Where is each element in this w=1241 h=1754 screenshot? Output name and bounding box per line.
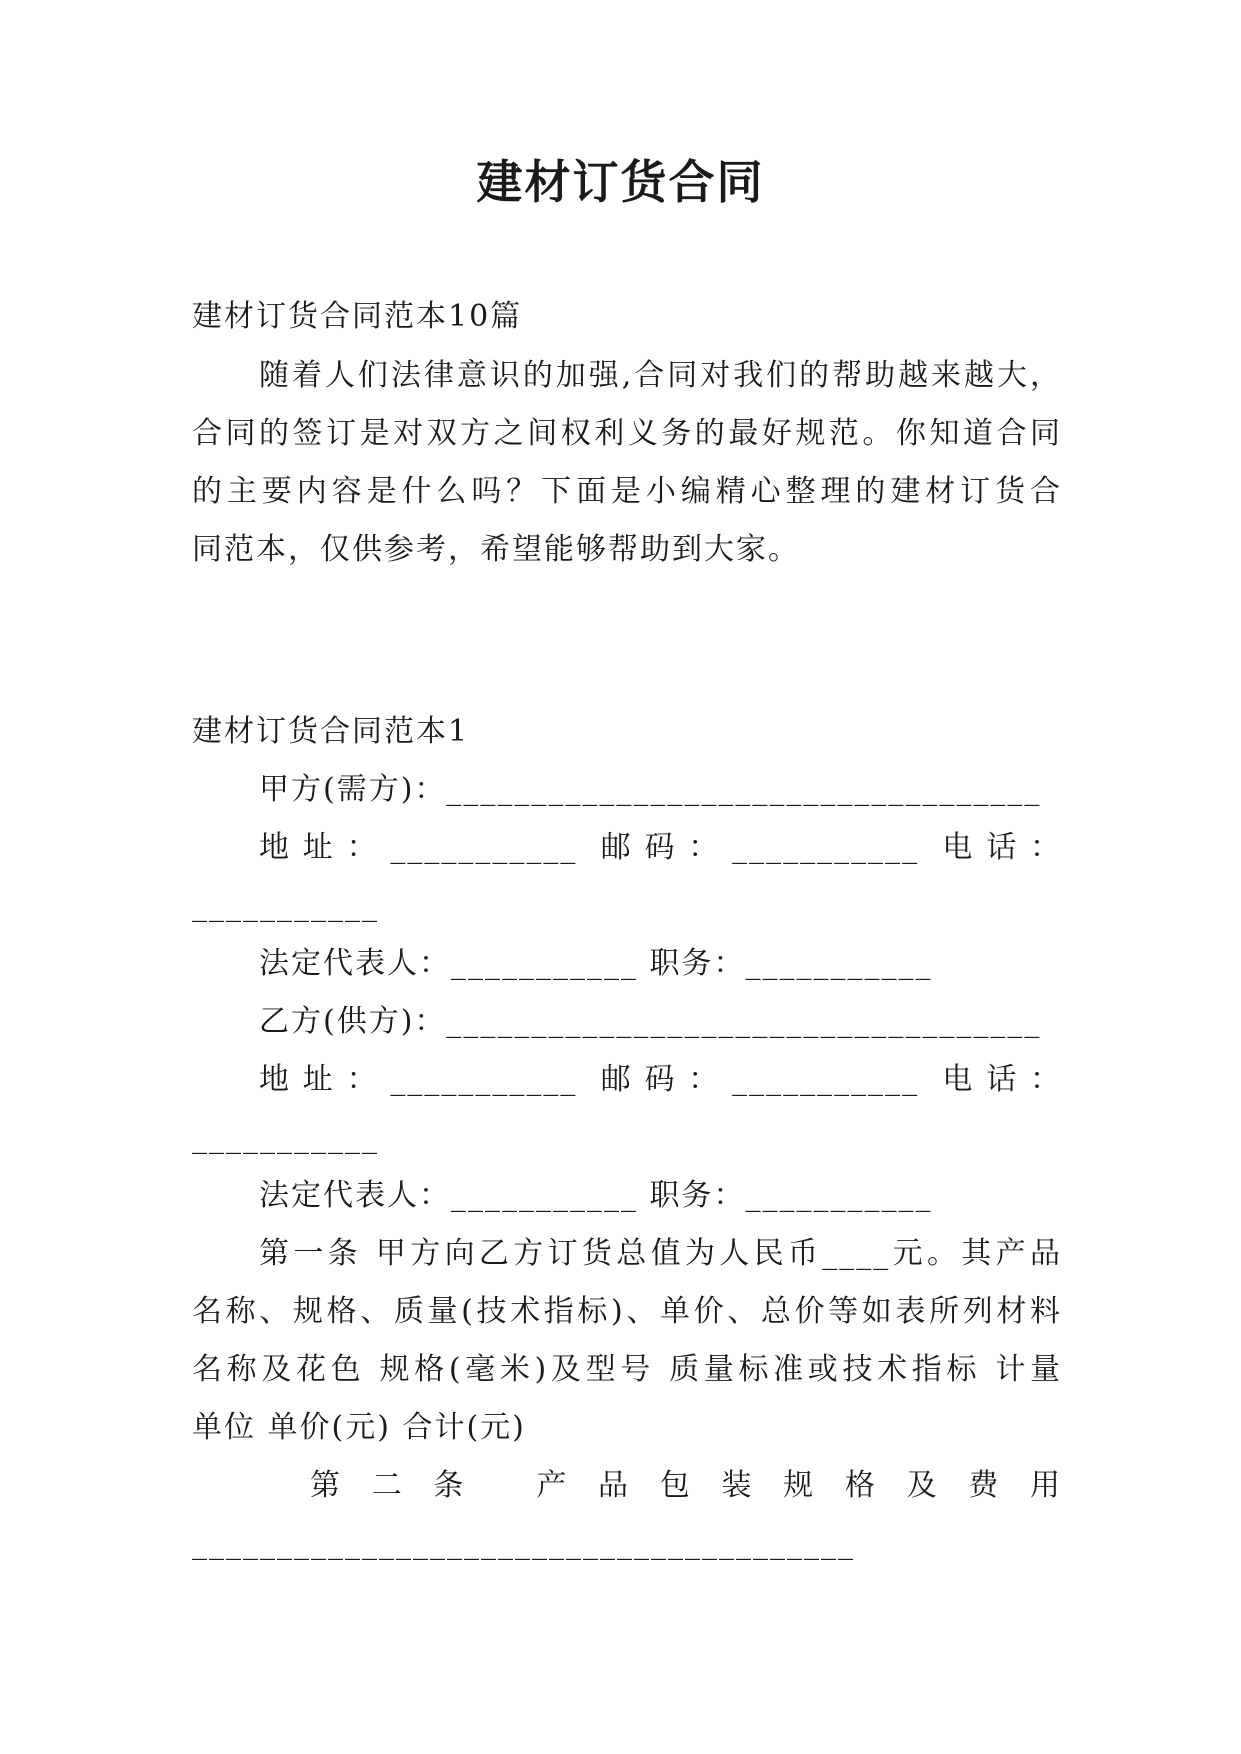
party-a-line: 甲方(需方)：___________________________________ (259, 772, 1042, 807)
article1-line-4: 单位 单价(元) 合计(元) (192, 1410, 526, 1445)
party-b-line: 乙方(供方)：___________________________________ (259, 1004, 1042, 1039)
party-b-contact: 地址：___________ 邮码：___________ 电话： (259, 1062, 1062, 1097)
section-heading: 建材订货合同范本1 (192, 714, 470, 749)
article1-line-2: 名称、规格、质量(技术指标)、单价、总价等如表所列材料 (192, 1294, 1062, 1329)
party-b-contact-cont: ___________ (192, 1120, 379, 1155)
article2-cont: _______________________________________ (192, 1526, 855, 1561)
intro-line-3: 的主要内容是什么吗？下面是小编精心整理的建材订货合 (192, 474, 1062, 509)
party-a-contact-cont: ___________ (192, 888, 379, 923)
intro-line-1: 随着人们法律意识的加强,合同对我们的帮助越来越大， (259, 358, 1062, 393)
intro-line-2: 合同的签订是对双方之间权利义务的最好规范。你知道合同 (192, 416, 1062, 451)
article1-line-3: 名称及花色 规格(毫米)及型号 质量标准或技术指标 计量 (192, 1352, 1062, 1387)
article2-heading: 第二条 产品包装规格及费用 (310, 1468, 1062, 1503)
document-subtitle: 建材订货合同范本10篇 (192, 299, 523, 334)
party-b-rep: 法定代表人：___________ 职务：___________ (259, 1178, 933, 1213)
party-a-rep: 法定代表人：___________ 职务：___________ (259, 946, 933, 981)
intro-line-4: 同范本，仅供参考，希望能够帮助到大家。 (192, 532, 800, 567)
party-a-contact: 地址：___________ 邮码：___________ 电话： (259, 830, 1062, 865)
article1-line-1: 第一条 甲方向乙方订货总值为人民币____元。其产品 (259, 1236, 1062, 1271)
document-title: 建材订货合同 (476, 155, 765, 209)
